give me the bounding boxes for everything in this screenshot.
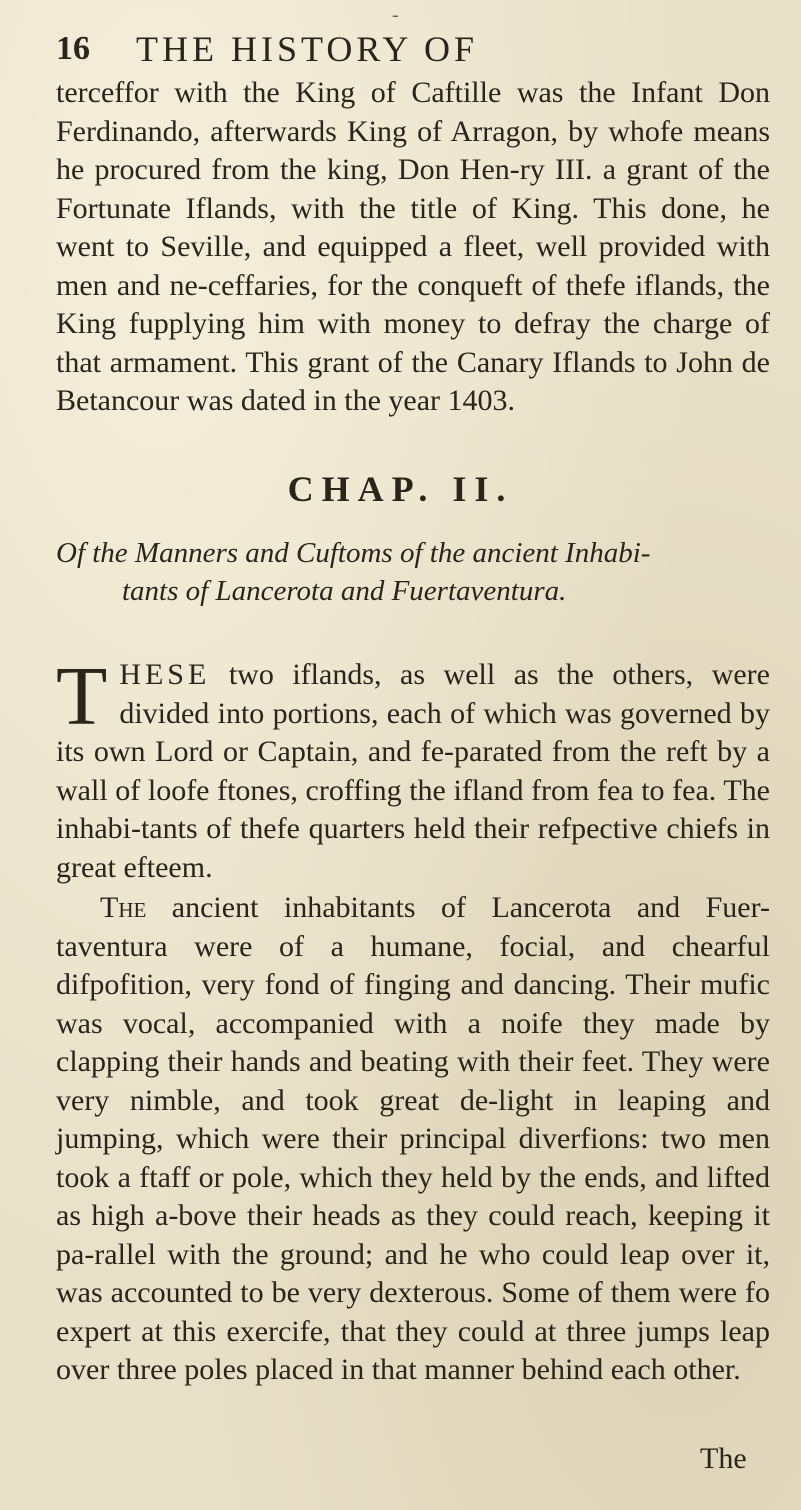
chapter-subtitle: [56, 534, 770, 610]
chapter-subtitle-line-2: tants of Lancerota and Fuertaventura.: [122, 575, 567, 607]
ink-mark: -: [392, 4, 399, 26]
catchword: The: [700, 1442, 747, 1475]
paragraph-continuation: terceffor with the King of Caftille was the Infant Don Ferdinando, afterwards King of Arragon, by whofe means he procured from the king, Don Hen-ry III. a grant of the Fortunate Iflands, with the title of King. This done, he went to Seville, and equipped a fleet, well provided with men and ne-ceffaries, for the conqueft of thefe iflands, the King fupplying him with money to defray the charge of that armament. This grant of the Canary Iflands to John de Betancour was dated in the year 1403.: [56, 76, 770, 417]
chapter-heading: CHAP. II.: [287, 469, 514, 509]
running-title: THE HISTORY OF: [136, 29, 479, 69]
chapter-subtitle-line-1: Of the Manners and Cuftoms of the ancient Inhabi-: [56, 537, 651, 569]
running-head: [56, 28, 776, 74]
page-number: 16: [56, 30, 90, 67]
paragraph-opening: [56, 650, 770, 887]
paragraph-inhabitants: [56, 889, 770, 1390]
paragraph-text: two iflands, as well as the others, were divided into portions, each of which was governed by its own Lord or Captain, and fe-parated from the reft by a wall of loofe ftones, croffing the ifland from fea to fea. The inhabi-tants of thefe quarters held their refpective chiefs in great efteem.: [56, 658, 770, 884]
drop-cap: T: [56, 650, 108, 743]
paragraph-text: ancient inhabitants of Lancerota and Fuer-taventura were of a humane, focial, and chearful difpofition, very fond of finging and dancing. Their mufic was vocal, accompanied with a noife they made by clapping their hands and beating with their feet. They were very nimble, and took great de-light in leaping and jumping, which were their principal diverfions: two men took a ftaff or pole, which they held by the ends, and lifted as high a-bove their heads as they could reach, keeping it pa-rallel with the ground; and he who could leap over it, was accounted to be very dexterous. Some of them were fo expert at this exercife, that they could at three jumps leap over three poles placed in that manner behind each other.: [56, 891, 770, 1386]
opening-word: HESE: [119, 658, 211, 691]
opening-word: The: [100, 891, 147, 924]
